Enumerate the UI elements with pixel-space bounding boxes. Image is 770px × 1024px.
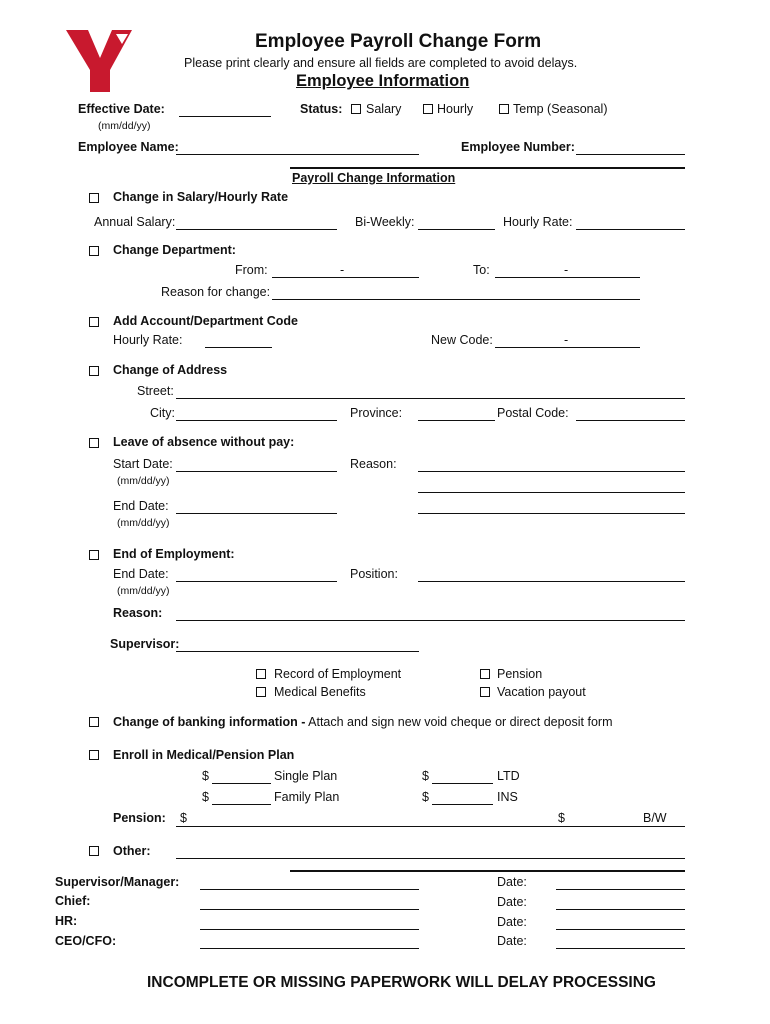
position-field[interactable] [418,581,685,582]
banking-note: Attach and sign new void cheque or direct deposit form [305,715,613,729]
leave-reason-field-1[interactable] [418,471,685,472]
pension-label: Pension: [113,811,166,825]
ltd-field[interactable] [432,783,493,784]
signature-label-ceo: CEO/CFO: [55,934,117,948]
dept-from-field[interactable] [272,277,419,278]
status-salary-label: Salary [366,102,402,116]
position-label: Position: [350,567,398,581]
vacation-payout-checkbox[interactable] [480,687,490,697]
leave-reason-field-2[interactable] [418,492,685,493]
leave-start-format: (mm/dd/yy) [117,475,170,487]
biweekly-label: Bi-Weekly: [355,215,415,229]
effective-date-format: (mm/dd/yy) [98,120,151,132]
medical-enroll-checkbox[interactable] [89,750,99,760]
pension-option-label: Pension [497,667,543,681]
new-code-label: New Code: [431,333,493,347]
roe-checkbox[interactable] [256,669,266,679]
other-field[interactable] [176,858,685,859]
single-plan-dollar: $ [202,769,209,783]
leave-end-field[interactable] [176,513,337,514]
dept-from-dash: - [340,263,345,277]
date-field-ceo[interactable] [556,948,685,949]
employee-number-label: Employee Number: [461,140,575,154]
date-field-hr[interactable] [556,929,685,930]
supervisor-label: Supervisor: [110,637,180,651]
end-employment-reason-field[interactable] [176,620,685,621]
roe-label: Record of Employment [274,667,402,681]
end-employment-reason-label: Reason: [113,606,163,620]
leave-label: Leave of absence without pay: [113,435,295,449]
province-label: Province: [350,406,403,420]
employee-name-label: Employee Name: [78,140,179,154]
single-plan-field[interactable] [212,783,271,784]
banking-label: Change of banking information - [113,715,306,729]
banking-row [113,715,612,729]
supervisor-field[interactable] [176,651,419,652]
dept-reason-label: Reason for change: [161,285,271,299]
footer-warning: INCOMPLETE OR MISSING PAPERWORK WILL DELAY PROCESSING [147,974,656,991]
leave-start-label: Start Date: [113,457,173,471]
status-salary-checkbox[interactable] [351,104,361,114]
signature-field-hr[interactable] [200,929,419,930]
signature-label-chief: Chief: [55,894,91,908]
signature-label-supervisor: Supervisor/Manager: [55,875,180,889]
pension-bw-dollar: $ [558,811,565,825]
status-temp-checkbox[interactable] [499,104,509,114]
other-label: Other: [113,844,151,858]
leave-end-label: End Date: [113,499,169,513]
single-plan-label: Single Plan [274,769,338,783]
section-title-employee: Employee Information [296,72,470,90]
pension-bw-label: B/W [643,811,667,825]
end-employment-format: (mm/dd/yy) [117,585,170,597]
city-field[interactable] [176,420,337,421]
family-plan-label: Family Plan [274,790,340,804]
end-employment-date-label: End Date: [113,567,169,581]
date-label-chief: Date: [497,895,527,909]
ltd-dollar: $ [422,769,429,783]
salary-change-checkbox[interactable] [89,193,99,203]
banking-checkbox[interactable] [89,717,99,727]
family-plan-field[interactable] [212,804,271,805]
end-employment-label: End of Employment: [113,547,235,561]
new-code-field[interactable] [495,347,640,348]
postal-code-field[interactable] [576,420,685,421]
medical-benefits-checkbox[interactable] [256,687,266,697]
dept-change-checkbox[interactable] [89,246,99,256]
signature-divider [290,870,685,872]
city-label: City: [150,406,175,420]
status-temp-label: Temp (Seasonal) [513,102,608,116]
street-field[interactable] [176,398,685,399]
end-employment-date-field[interactable] [176,581,337,582]
section-divider [290,167,685,169]
ymca-logo [66,28,134,94]
annual-salary-field[interactable] [176,229,337,230]
ins-field[interactable] [432,804,493,805]
account-hourly-label: Hourly Rate: [113,333,183,347]
form-subtitle: Please print clearly and ensure all fields are completed to avoid delays. [184,56,578,70]
signature-field-chief[interactable] [200,909,419,910]
postal-code-label: Postal Code: [497,406,569,420]
signature-label-hr: HR: [55,914,78,928]
ins-label: INS [497,790,518,804]
address-change-checkbox[interactable] [89,366,99,376]
date-field-supervisor[interactable] [556,889,685,890]
status-label: Status: [300,102,343,116]
street-label: Street: [137,384,174,398]
effective-date-label: Effective Date: [78,102,165,116]
date-field-chief[interactable] [556,909,685,910]
ltd-label: LTD [497,769,520,783]
new-code-dash: - [564,333,569,347]
hourly-rate-label: Hourly Rate: [503,215,573,229]
status-hourly-checkbox[interactable] [423,104,433,114]
medical-enroll-label: Enroll in Medical/Pension Plan [113,748,295,762]
date-label-ceo: Date: [497,934,527,948]
annual-salary-label: Annual Salary: [94,215,176,229]
account-code-checkbox[interactable] [89,317,99,327]
biweekly-field[interactable] [418,229,495,230]
pension-checkbox[interactable] [480,669,490,679]
account-code-label: Add Account/Department Code [113,314,298,328]
effective-date-field[interactable] [179,116,271,117]
vacation-payout-label: Vacation payout [497,685,586,699]
leave-end-format: (mm/dd/yy) [117,517,170,529]
leave-reason-label: Reason: [350,457,397,471]
date-label-supervisor: Date: [497,875,527,889]
dept-to-field[interactable] [495,277,640,278]
salary-change-label: Change in Salary/Hourly Rate [113,190,289,204]
dept-reason-field[interactable] [272,299,640,300]
signature-field-supervisor[interactable] [200,889,419,890]
family-plan-dollar: $ [202,790,209,804]
signature-field-ceo[interactable] [200,948,419,949]
ins-dollar: $ [422,790,429,804]
status-hourly-label: Hourly [437,102,474,116]
employee-name-field[interactable] [176,154,419,155]
date-label-hr: Date: [497,915,527,929]
other-checkbox[interactable] [89,846,99,856]
pension-dollar: $ [180,811,187,825]
section-title-payroll: Payroll Change Information [292,171,456,185]
hourly-rate-field[interactable] [576,229,685,230]
end-employment-checkbox[interactable] [89,550,99,560]
leave-start-field[interactable] [176,471,337,472]
dept-to-label: To: [473,263,490,277]
dept-from-label: From: [235,263,268,277]
province-field[interactable] [418,420,495,421]
employee-number-field[interactable] [576,154,685,155]
dept-change-label: Change Department: [113,243,236,257]
leave-reason-field-3[interactable] [418,513,685,514]
form-title: Employee Payroll Change Form [255,31,542,52]
pension-field[interactable] [176,826,685,827]
dept-to-dash: - [564,263,569,277]
address-change-label: Change of Address [113,363,228,377]
leave-checkbox[interactable] [89,438,99,448]
account-hourly-field[interactable] [205,347,272,348]
medical-benefits-label: Medical Benefits [274,685,366,699]
